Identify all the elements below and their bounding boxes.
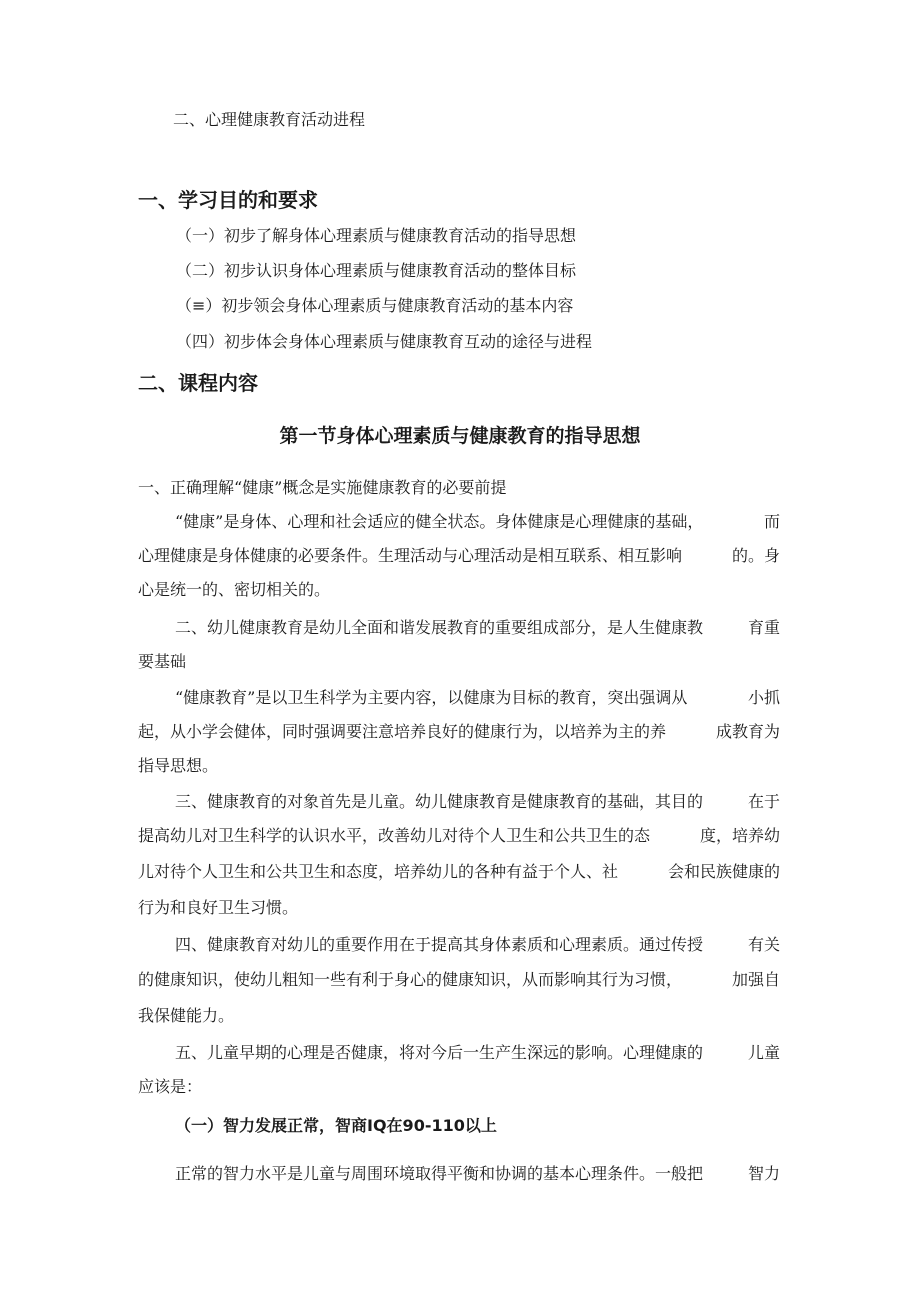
sub-heading: （一）智力发展正常，智商IQ在90-110以上	[175, 1116, 497, 1135]
paragraph-line: 三、健康教育的对象首先是儿童。幼儿健康教育是健康教育的基础，其目的 在于	[175, 792, 780, 811]
paragraph-line: 心理健康是身体健康的必要条件。生理活动与心理活动是相互联系、相互影响 的。身	[138, 546, 780, 565]
objective-item-1: （一）初步了解身体心理素质与健康教育活动的指导思想	[176, 226, 577, 245]
paragraph-line: 要基础	[138, 652, 187, 671]
paragraph-line: 指导思想。	[138, 756, 219, 775]
paragraph-line: 应该是：	[138, 1077, 203, 1096]
paragraph-line: 正常的智力水平是儿童与周围环境取得平衡和协调的基本心理条件。一般把 智力	[175, 1164, 780, 1183]
paragraph-heading-1: 一、正确理解“健康”概念是实施健康教育的必要前提	[138, 478, 507, 497]
paragraph-line: 起，从小学会健体，同时强调要注意培养良好的健康行为，以培养为主的养 成教育为	[138, 722, 780, 741]
paragraph-line: 心是统一的、密切相关的。	[138, 580, 331, 599]
section-heading-objectives: 一、学习目的和要求	[138, 188, 318, 212]
section-heading-content: 二、课程内容	[138, 371, 258, 395]
paragraph-line: 儿对待个人卫生和公共卫生和态度，培养幼儿的各种有益于个人、社 会和民族健康的	[138, 862, 780, 881]
paragraph-line: 二、幼儿健康教育是幼儿全面和谐发展教育的重要组成部分，是人生健康教 育重	[175, 618, 780, 637]
objective-item-2: （二）初步认识身体心理素质与健康教育活动的整体目标	[176, 261, 577, 280]
paragraph-line: 四、健康教育对幼儿的重要作用在于提高其身体素质和心理素质。通过传授 有关	[175, 935, 780, 954]
paragraph-line: 五、儿童早期的心理是否健康，将对今后一生产生深远的影响。心理健康的 儿童	[175, 1043, 780, 1062]
objective-item-4: （四）初步体会身体心理素质与健康教育互动的途径与进程	[176, 332, 593, 351]
paragraph-line: 我保健能力。	[138, 1006, 235, 1025]
chapter-title: 第一节身体心理素质与健康教育的指导思想	[279, 425, 641, 447]
paragraph-line: 行为和良好卫生习惯。	[138, 898, 299, 917]
paragraph-line: “健康教育”是以卫生科学为主要内容，以健康为目标的教育，突出强调从 小抓	[175, 688, 780, 707]
objective-item-3: （≡）初步领会身体心理素质与健康教育活动的基本内容	[176, 296, 574, 315]
paragraph-line: 的健康知识，使幼儿粗知一些有利于身心的健康知识，从而影响其行为习惯， 加强自	[138, 970, 780, 989]
process-item: 二、心理健康教育活动进程	[173, 110, 366, 129]
paragraph-line: “健康”是身体、心理和社会适应的健全状态。身体健康是心理健康的基础， 而	[175, 512, 780, 531]
paragraph-line: 提高幼儿对卫生科学的认识水平，改善幼儿对待个人卫生和公共卫生的态 度，培养幼	[138, 826, 780, 845]
